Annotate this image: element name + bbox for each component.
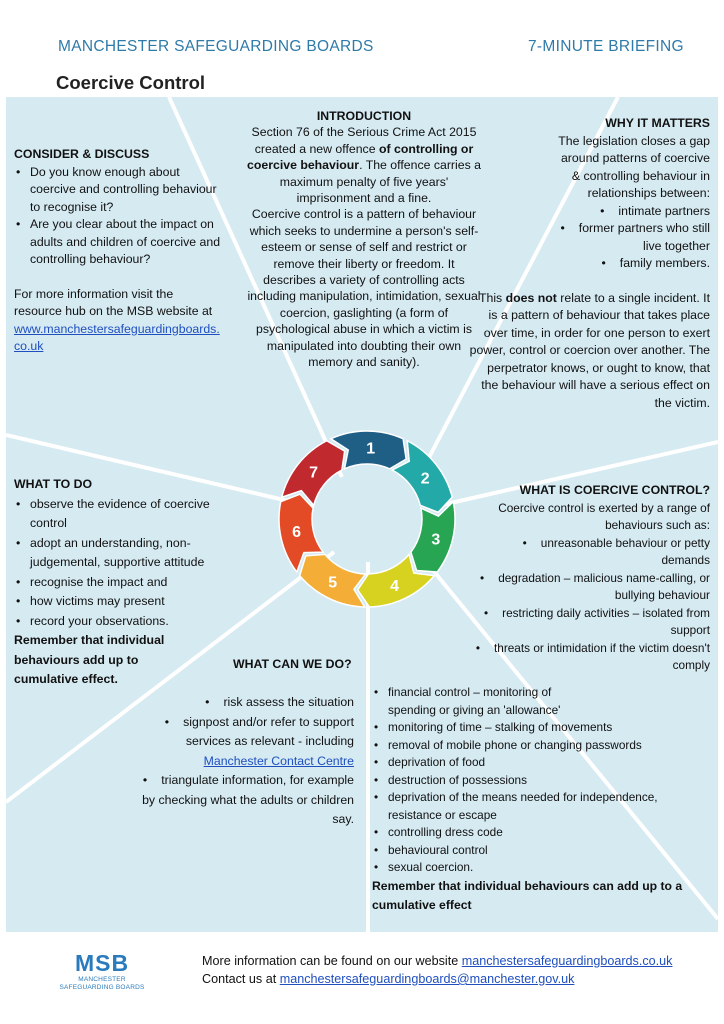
list-item: • observe the evidence of coercive control <box>14 495 234 534</box>
behaviours-list-section <box>372 684 692 915</box>
more-info-text: For more information visit the resource hub on the MSB website at <box>14 286 213 318</box>
list-item: • how victims may present <box>14 592 234 612</box>
list-item: • deprivation of food <box>372 754 692 772</box>
list-item: • controlling dress code <box>372 824 692 842</box>
wheel-segment-label: 6 <box>292 524 302 542</box>
list-item: • restricting daily activities – isolated from support <box>474 605 710 640</box>
consider-discuss-section <box>14 146 222 356</box>
wheel-segment-label: 4 <box>390 577 400 595</box>
why-it-matters-text: The legislation closes a gap around patterns of coercive & controlling behaviour in relationships between: <box>558 133 710 200</box>
list-item: • removal of mobile phone or changing passwords <box>372 737 692 755</box>
what-is-heading: WHAT IS COERCIVE CONTROL? <box>519 483 710 497</box>
list-item: • family members. <box>558 255 710 273</box>
what-is-text: Coercive control is exerted by a range of behaviours such as: <box>498 500 710 532</box>
footer-email-line: Contact us at manchestersafeguardingboards@manchester.gov.uk <box>202 972 575 986</box>
logo-mark: MSB <box>74 950 130 976</box>
list-item: • destruction of possessions <box>372 772 692 790</box>
list-item: • Do you know enough about coercive and controlling behaviour to recognise it? <box>14 164 222 217</box>
what-to-do-heading: WHAT TO DO <box>14 477 93 491</box>
what-can-we-do-heading: WHAT CAN WE DO? <box>233 657 352 671</box>
what-is-list <box>474 535 710 675</box>
list-item: • financial control – monitoring of spending or giving an 'allowance' <box>372 684 692 719</box>
list-item: • behavioural control <box>372 842 692 860</box>
wheel-segment-label: 7 <box>309 464 318 482</box>
list-item: • recognise the impact and <box>14 573 234 593</box>
why-it-matters-heading: WHY IT MATTERS <box>605 116 710 130</box>
introduction-paragraph-1: Section 76 of the Serious Crime Act 2015 created a new offence of controlling or coercive behaviour. The offence carries a maximum penalty of five years' imprisonment and a fine. <box>247 125 481 206</box>
list-item: • degradation – malicious name-calling, or bullying behaviour <box>474 570 710 605</box>
why-it-matters-paragraph-2: This does not relate to a single incident. It is a pattern of behaviour that takes place over time, in order for one person to exert power, control or coercion over another. The perpetrator knows, or ought to know, that the behaviour will have a serious effect on the victim. <box>469 290 710 410</box>
wheel-segment-label: 5 <box>328 574 338 592</box>
msb-logo <box>52 950 152 992</box>
list-item: • intimate partners <box>558 203 710 221</box>
msb-website-link[interactable]: www.manchestersafeguardingboards.co.uk <box>14 321 220 353</box>
what-can-we-do-section <box>130 693 354 830</box>
list-item: • record your observations. <box>14 612 234 632</box>
header-briefing-label: 7-MINUTE BRIEFING <box>528 38 684 55</box>
header-org-name: MANCHESTER SAFEGUARDING BOARDS <box>58 38 374 55</box>
list-item: • Are you clear about the impact on adults and children of coercive and controlling behaviour? <box>14 216 222 269</box>
wheel-segment-label: 3 <box>431 531 441 549</box>
consider-discuss-heading: CONSIDER & DISCUSS <box>14 147 150 161</box>
list-item: • adopt an understanding, non-judgemental, supportive attitude <box>14 534 234 573</box>
why-it-matters-list <box>468 203 710 273</box>
what-is-coercive-control-section <box>474 482 710 675</box>
wheel-segment-label: 1 <box>366 440 376 458</box>
why-it-matters-section <box>468 115 710 412</box>
seven-step-wheel <box>274 426 460 612</box>
introduction-section <box>246 108 482 371</box>
consider-discuss-list <box>14 164 222 269</box>
behaviours-remember: Remember that individual behaviours can add up to a cumulative effect <box>372 878 683 912</box>
introduction-heading: INTRODUCTION <box>316 109 412 123</box>
footer-email-link[interactable]: manchestersafeguardingboards@manchester.gov.uk <box>279 972 575 986</box>
footer-website-link[interactable]: manchestersafeguardingboards.co.uk <box>461 954 673 968</box>
list-item: • unreasonable behaviour or petty demands <box>474 535 710 570</box>
list-item: • risk assess the situation <box>130 693 354 713</box>
list-item: • monitoring of time – stalking of movements <box>372 719 692 737</box>
list-item: • signpost and/or refer to support services as relevant - including Manchester Contact Centre <box>130 713 354 772</box>
footer-contact <box>202 952 672 988</box>
manchester-contact-centre-link[interactable]: Manchester Contact Centre <box>203 753 354 768</box>
what-to-do-section <box>14 475 234 690</box>
list-item: • former partners who still live together <box>558 220 710 255</box>
introduction-paragraph-2: Coercive control is a pattern of behaviour which seeks to undermine a person's self-esteem or sense of self and restrict or remove their liberty or freedom. It describes a variety of controlling acts including manipulation, intimidation, sexual coercion, gaslighting (a form of psychological abuse in which a victim is manipulated into doubting their own memory and sanity). <box>247 207 481 370</box>
page-title: Coercive Control <box>56 72 206 93</box>
what-to-do-list <box>14 495 234 632</box>
what-to-do-remember: Remember that individual behaviours add up to cumulative effect. <box>14 633 165 686</box>
behaviours-list <box>372 684 692 877</box>
list-item: • sexual coercion. <box>372 859 692 877</box>
list-item: • threats or intimidation if the victim doesn't comply <box>474 640 710 675</box>
what-can-we-do-list <box>130 693 354 830</box>
wheel-segment-label: 2 <box>420 470 430 488</box>
list-item: • deprivation of the means needed for independence, resistance or escape <box>372 789 692 824</box>
logo-subtitle: MANCHESTER SAFEGUARDING BOARDS <box>59 976 145 991</box>
list-item: • triangulate information, for example by checking what the adults or children say. <box>130 771 354 830</box>
footer-website-line: More information can be found on our website manchestersafeguardingboards.co.uk <box>202 954 673 968</box>
